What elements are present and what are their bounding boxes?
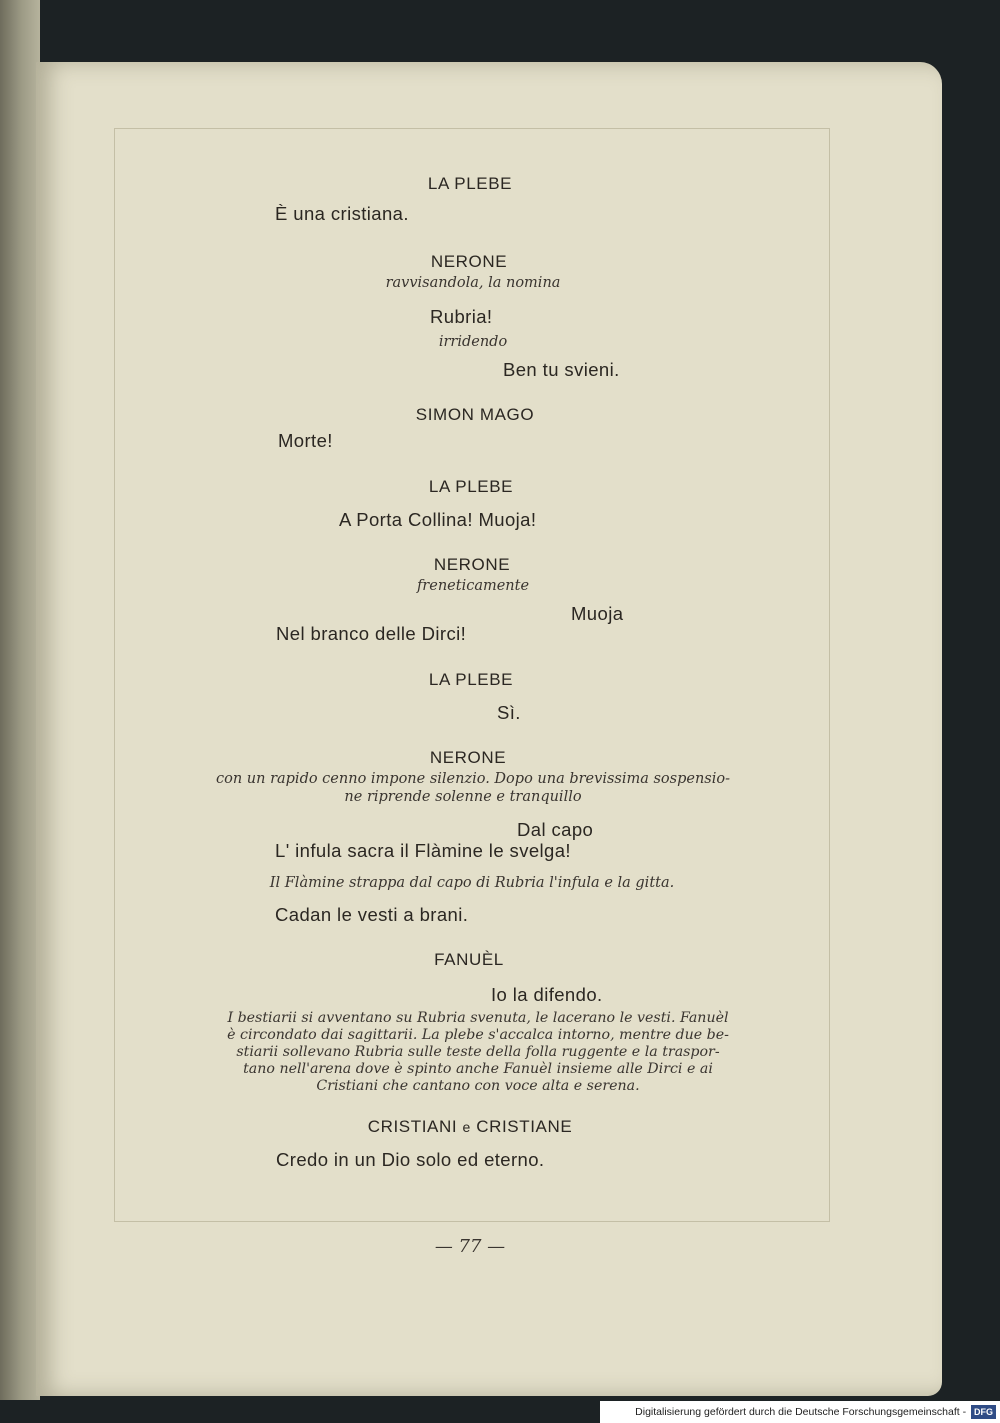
- speaker-nerone: NERONE: [429, 748, 507, 767]
- footer-text: Digitalisierung gefördert durch die Deutsche Forschungsgemeinschaft -: [635, 1406, 967, 1418]
- stage-direction-line: I bestiarii si avventano su Rubria svenuta, le lacerano le vesti. Fanuèl: [227, 1010, 729, 1026]
- stage-direction: con un rapido cenno impone silenzio. Dopo una brevissima sospensio-: [215, 771, 731, 787]
- verse-line: L' infula sacra il Flàmine le svelga!: [275, 840, 571, 861]
- stage-direction-line: stiarii sollevano Rubria sulle teste della folla ruggente e la traspor-: [236, 1044, 720, 1060]
- stage-direction: ne riprende solenne e tranquillo: [344, 789, 582, 805]
- stage-direction-line: Cristiani che cantano con voce alta e serena.: [316, 1078, 640, 1094]
- stage-direction: irridendo: [438, 334, 508, 350]
- speaker-fanuel: FANUÈL: [434, 950, 504, 969]
- speaker-la-plebe: LA PLEBE: [428, 477, 514, 496]
- speaker-cristiani-cristiane: [368, 1117, 573, 1137]
- stage-direction-block: [178, 1010, 778, 1095]
- verse-line: Cadan le vesti a brani.: [275, 904, 469, 925]
- speaker-simon-mago: SIMON MAGO: [415, 405, 535, 424]
- verse-line: Dal capo: [517, 819, 594, 840]
- stage-direction: Il Flàmine strappa dal capo di Rubria l'infula e la gitta.: [269, 875, 675, 891]
- verse-line: Ben tu svieni.: [503, 359, 620, 380]
- speaker-part: CRISTIANE: [476, 1117, 573, 1136]
- verse-line: A Porta Collina! Muoja!: [339, 509, 537, 530]
- page-number: — 77 —: [434, 1236, 506, 1257]
- verse-line: Muoja: [571, 603, 624, 624]
- speaker-nerone: NERONE: [430, 252, 508, 271]
- stage-direction: ravvisandola, la nomina: [385, 275, 561, 291]
- verse-line: È una cristiana.: [275, 203, 409, 224]
- verse-line: Nel branco delle Dirci!: [276, 623, 467, 644]
- facing-page-edge: [0, 0, 40, 1400]
- speaker-nerone: NERONE: [433, 555, 511, 574]
- digitization-footer: [600, 1401, 1000, 1423]
- verse-line: Io la difendo.: [491, 984, 603, 1005]
- verse-line: Rubria!: [430, 306, 493, 327]
- dfg-logo-icon: DFG: [971, 1405, 996, 1419]
- verse-line: Credo in un Dio solo ed eterno.: [276, 1149, 545, 1170]
- speaker-conjunction: e: [462, 1119, 471, 1135]
- verse-line: Morte!: [278, 430, 333, 451]
- stage-direction: freneticamente: [416, 578, 530, 594]
- speaker-la-plebe: LA PLEBE: [427, 174, 513, 193]
- speaker-part: CRISTIANI: [367, 1117, 458, 1136]
- verse-line: Sì.: [497, 702, 521, 723]
- stage-direction-line: è circondato dai sagittarii. La plebe s'accalca intorno, mentre due be-: [227, 1027, 729, 1043]
- speaker-la-plebe: LA PLEBE: [428, 670, 514, 689]
- stage-direction-line: tano nell'arena dove è spinto anche Fanuèl insieme alle Dirci e ai: [243, 1061, 713, 1077]
